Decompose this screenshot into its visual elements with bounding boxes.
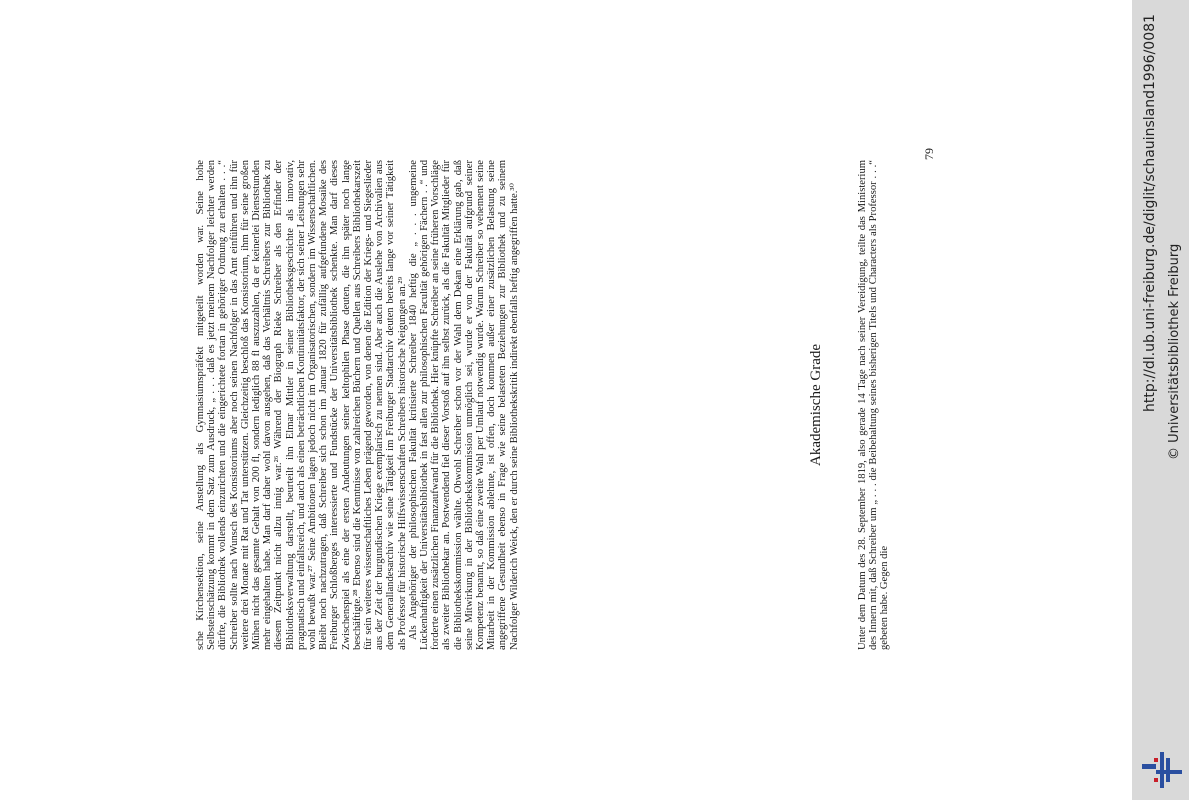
paragraph-2: Als Angehöriger der philosophischen Fakultät kritisierte Schreiber 1840 heftig die „ . . . ungemeine Lückenhaftigkeit der Universitätsbibliothek in fast allen zur philosophischen Facultät gehörigen Fächern . .“ und forderte einen zusätzlichen Finanzaufwand für die Bibliothek. Hier knüpfte Schreiber an seine früheren Vorschläge als zweiter Bibliothekar an. Postwendend fiel dieser Vorstoß auf ihn selbst zurück, als die Fakultät Mitglieder für die Bibliothekskommission wählte. Obwohl Schreiber schon vor der Wahl dem Dekan eine Erklärung gab, daß seine Mitwirkung in der Bibliothekskommission unmöglich sei, wurde er von der Fakultät aufgrund seiner Kompetenz benannt, so daß eine zweite Wahl per Umlauf notwendig wurde. Warum Schreiber so vehement seine Mitarbeit in der Kommission ablehnte, ist offen, doch kommen außer einer zusätzlichen Belastung seine angegriffene Gesundheit ebenso in Frage wie seine belasteten Beziehungen zur Bibliothek und zu seinem Nachfolger Wilderich Weick, den er durch seine Bibliothekskritik indirekt ebenfalls heftig angegriffen hatte.³⁰ <box>407 160 520 650</box>
section-heading: Akademische Grade <box>808 343 824 467</box>
body-text-top <box>195 160 520 650</box>
page-number: 79 <box>922 148 936 160</box>
paragraph-1: sche Kirchensektion, seine Anstellung als Gymnasiumspräfekt mitgeteilt worden war. Seine hohe Selbsteinschätzung kommt in dem Satz zum Ausdruck, „ . . . daß es jetzt meinem Nachfolger leichter werden dürfte, die Bibliothek vollends einzurichten und die eingerichtete fortan in gehöriger Ordnung zu erhalten . . .“ Schreiber sollte nach Wunsch des Konsistoriums aber noch seinen Nachfolger in das Amt einführen und ihn für weitere drei Monate mit Rat und Tat unterstützen. Gleichzeitig beschloß das Konsistorium, ihm für seine großen Mühen nicht das gesamte Gehalt von 200 fl, sondern lediglich 88 fl auszuzahlen, da er keinerlei Dienststunden mehr eingehalten habe. Man darf daher wohl davon ausgehen, daß das Verhältnis Schreibers zur Bibliothek zu diesem Zeitpunkt nicht allzu innig war.²⁶ Während der Biograph Rieke Schreiber als den Erfinder der Bibliotheksverwaltung darstellt, beurteilt ihn Elmar Mittler in seiner Bibliotheksgeschichte als innovativ, pragmatisch und einfallsreich, und auch als einen beträchtlichen Kontinuitätsfaktor, der sich seiner Leistungen sehr wohl bewußt war.²⁷ Seine Ambitionen lagen jedoch nicht im Organisatorischen, sondern im Wissenschaftlichen. Bleibt noch nachzutragen, daß Schreiber sich schon im Januar 1820 für zufällig aufgefundene Mosaike des Freiburger Schloßberges interessierte und Fundstücke der Universitätsbibliothek schenkte. Man darf dieses Zwischenspiel als eine der ersten Andeutungen seiner keltophilen Phase deuten, die ihn später noch lange beschäftigte.²⁸ Ebenso sind die Kenntnisse von zahlreichen Büchern und Quellen aus Schreibers Bibliothekarszeit für sein weiteres wissenschaftliches Leben prägend geworden, von denen die Edition der Kriegs- und Siegeslieder aus der Zeit der burgundischen Kriege exemplarisch zu nennen sind. Aber auch die Auslehe von Archivalien aus dem Generallandesarchiv wie seine Tätigkeit im Freiburger Stadtarchiv deuten bereits lange vor seiner Tätigkeit als Professor für historische Hilfswissenschaften Schreibers historische Neigungen an.²⁹ <box>195 160 408 650</box>
rotated-page-content <box>195 160 955 650</box>
body-text-bottom <box>857 160 891 650</box>
copyright-notice: © Universitätsbibliothek Freiburg <box>1167 243 1182 460</box>
ub-freiburg-logo-icon <box>1140 748 1184 792</box>
paragraph-3: Unter dem Datum des 28. September 1819, also gerade 14 Tage nach seiner Vereidigung, teilte das Ministerium des Innern mit, daß Schreiber um „ . . . die Beibehaltung seines bisherigen Titels und Characters als Professor . . .“ gebeten habe. Gegen die <box>857 160 891 650</box>
permalink-url[interactable]: http://dl.ub.uni-freiburg.de/diglit/schauinsland1996/0081 <box>1142 14 1158 412</box>
